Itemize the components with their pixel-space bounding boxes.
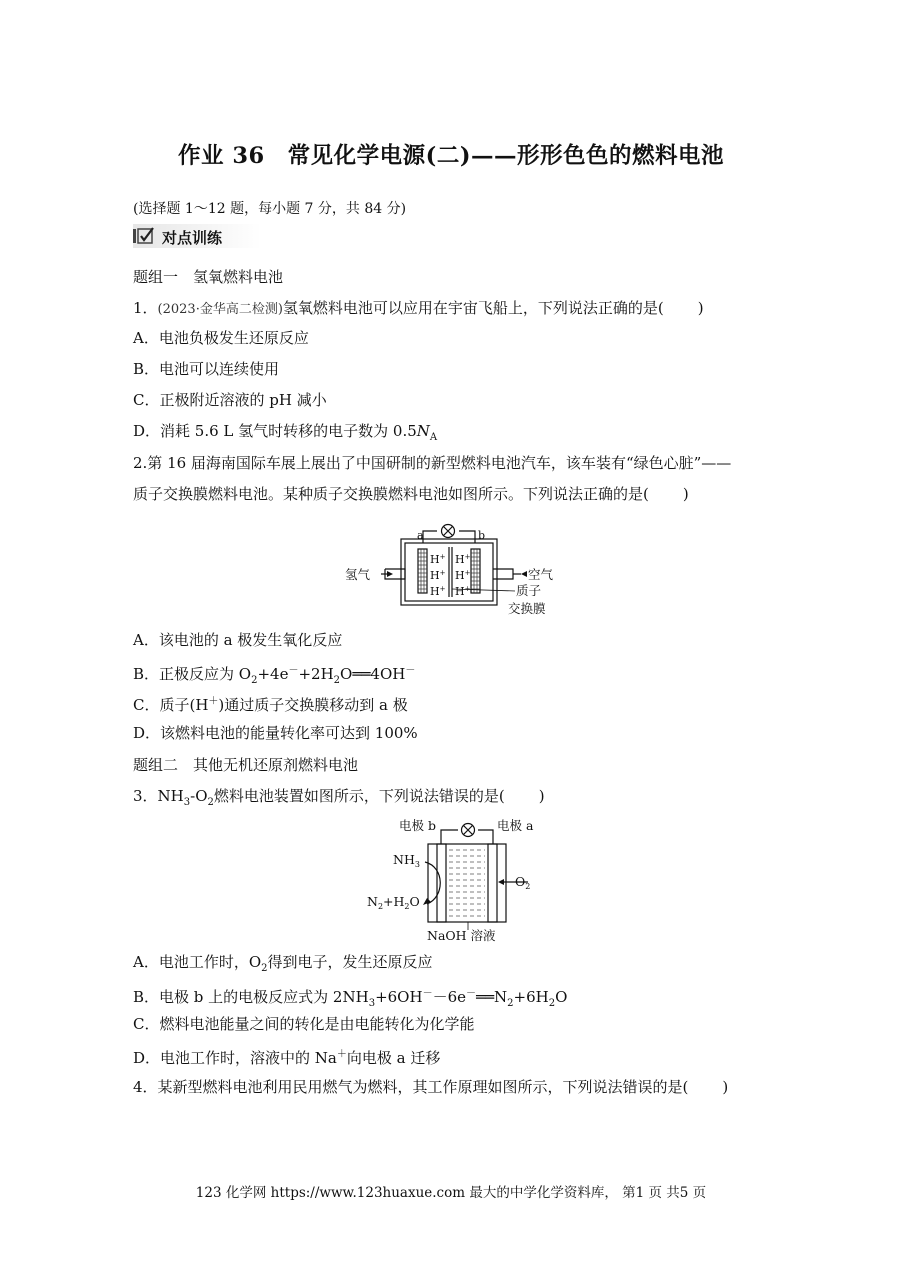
svg-text:NaOH 溶液: NaOH 溶液 — [427, 928, 496, 943]
svg-text:交换膜: 交换膜 — [508, 601, 546, 616]
svg-text:b: b — [478, 529, 486, 542]
q2-option-d: D．该燃料电池的能量转化率可达到 100% — [133, 724, 418, 742]
svg-text:氢气: 氢气 — [345, 567, 371, 582]
svg-text:N2+H2O: $N_2+H_2O$ — [367, 894, 420, 911]
question-1: 1．(2023·金华高二检测)氢氧燃料电池可以应用在宇宙飞船上，下列说法正确的是( ) — [133, 299, 704, 317]
q1-option-d: D．消耗 5.6 L 氢气时转移的电子数为 $0.5N_A$ — [133, 422, 438, 443]
page-title: 作业 36 常见化学电源(二)——形形色色的燃料电池 — [178, 143, 724, 169]
q2-option-c: C．质子(H＋)通过质子交换膜移动到 a 极 — [133, 696, 408, 714]
svg-text:电极 b: 电极 b — [399, 818, 436, 833]
svg-text:H+: H+ — [430, 585, 446, 598]
page-footer: 123 化学网 https://www.123huaxue.com 最大的中学化学资料库， 第1 页 共5 页 — [195, 1185, 707, 1201]
q2-option-a: A．该电池的 a 极发生氧化反应 — [133, 631, 343, 649]
q1-option-b: B．电池可以连续使用 — [133, 360, 280, 378]
svg-text:O2: $O_2$ — [515, 874, 531, 891]
question-2-line-1: 2.第 16 届海南国际车展上展出了中国研制的新型燃料电池汽车，该车装有“绿色心脏”—— — [133, 454, 732, 472]
svg-text:H+: H+ — [455, 585, 471, 598]
svg-text:H+: H+ — [455, 553, 471, 566]
oxygen-arrow-icon — [498, 879, 504, 885]
question-3: 3．$NH_3-O_2$燃料电池装置如图所示，下列说法错误的是( ) — [133, 787, 545, 808]
group-2-heading: 题组二 其他无机还原剂燃料电池 — [133, 756, 359, 774]
pem-fuel-cell-diagram — [345, 517, 560, 625]
svg-text:电极 a: 电极 a — [497, 818, 534, 833]
svg-text:H+: H+ — [430, 553, 446, 566]
question-2-line-2: 质子交换膜燃料电池。某种质子交换膜燃料电池如图所示。下列说法正确的是( ) — [133, 485, 689, 503]
q2-option-b: B．正极反应为 $O_2+4e^-+2H_2O══4OH^-$ — [133, 665, 416, 686]
air-arrow-icon — [521, 571, 527, 577]
svg-text:H+: H+ — [455, 569, 471, 582]
svg-text:空气: 空气 — [528, 567, 554, 582]
question-4: 4．某新型燃料电池利用民用燃气为燃料，其工作原理如图所示，下列说法错误的是( ) — [133, 1078, 729, 1096]
nh3-o2-fuel-cell-diagram — [365, 812, 545, 946]
q1-option-c: C．正极附近溶液的 pH 减小 — [133, 391, 327, 409]
svg-text:H+: H+ — [430, 569, 446, 582]
q1-option-a: A．电池负极发生还原反应 — [133, 329, 309, 347]
q3-option-a: A．电池工作时，$O_2$得到电子，发生还原反应 — [133, 953, 433, 974]
svg-text:NH3: $NH_3$ — [393, 852, 420, 869]
q3-option-d: D．电池工作时，溶液中的 Na＋向电极 a 迁移 — [133, 1049, 441, 1067]
q3-option-c: C．燃料电池能量之间的转化是由电能转化为化学能 — [133, 1015, 475, 1033]
score-note: (选择题 1～12 题，每小题 7 分，共 84 分) — [133, 201, 407, 217]
q3-option-b: B．电极 b 上的电极反应式为 $2NH_3+6OH^--6e^-══N_2+6H_2O$ — [133, 988, 568, 1009]
svg-text:质子: 质子 — [516, 583, 542, 598]
section-title: 对点训练 — [162, 229, 223, 247]
svg-text:a: a — [417, 529, 424, 542]
group-1-heading: 题组一 氢氧燃料电池 — [133, 268, 284, 286]
